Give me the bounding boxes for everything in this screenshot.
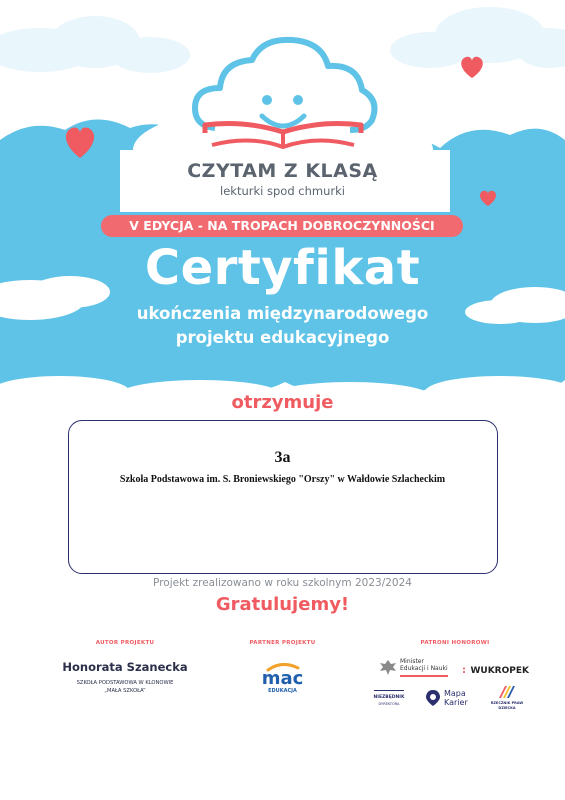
top-left-cloud — [0, 16, 190, 73]
author-heading: AUTOR PROJEKTU — [95, 640, 155, 646]
receives-label: otrzymuje — [231, 392, 334, 413]
niezbednik-top-line — [374, 690, 404, 691]
patrons-heading: PATRONI HONOROWI — [420, 640, 490, 646]
certificate-title: Certyfikat — [144, 240, 421, 296]
ministry-logo — [378, 655, 458, 679]
ombudsman-text-line1: RZECZNIK PRAW — [490, 701, 524, 705]
mapa-karier-text-line2: Karier — [444, 698, 468, 707]
brand-subtitle: lekturki spod chmurki — [220, 184, 345, 198]
mac-logo-subtext: EDUKACJA — [268, 688, 297, 694]
author-school-line1: SZKOŁA PODSTAWOWA W KLONOWIE — [76, 680, 174, 686]
mac-logo — [240, 658, 325, 698]
wukropek-colon-icon: : — [462, 665, 466, 676]
eagle-emblem-icon — [378, 657, 398, 677]
niezbednik-logo — [365, 686, 413, 710]
wukropek-text: WUKROPEK — [470, 666, 529, 676]
mac-logo-text: mac — [261, 668, 304, 689]
ministry-underline — [400, 675, 448, 677]
recipient-box — [68, 420, 498, 574]
ministry-text-line2: Edukacji i Nauki — [400, 665, 448, 672]
brand-title: CZYTAM Z KLASĄ — [187, 160, 378, 182]
author-school-line2: „MAŁA SZKOŁA” — [104, 688, 146, 694]
ombudsman-flag-icon — [497, 684, 517, 700]
author-name: Honorata Szanecka — [62, 660, 188, 674]
map-pin-icon — [425, 689, 441, 707]
ministry-text-line1: Minister — [400, 658, 424, 665]
congratulations-text: Gratulujemy! — [215, 594, 350, 615]
edition-banner: V EDYCJA - NA TROPACH DOBROCZYNNOŚCI — [101, 215, 463, 237]
project-year-text: Projekt zrealizowano w roku szkolnym 2023/2024 — [153, 577, 412, 589]
mapa-karier-text — [444, 689, 468, 707]
ombudsman-logo — [482, 684, 532, 714]
partner-heading: PARTNER PROJEKTU — [249, 640, 316, 646]
wukropek-logo — [462, 660, 542, 676]
author-school — [40, 679, 210, 695]
niezbednik-text-line1: NIEZBĘDNIK — [373, 695, 405, 700]
mapa-karier-text-line1: Mapa — [444, 689, 466, 698]
certificate-subtitle-line1: ukończenia międzynarodowego — [136, 304, 429, 323]
ministry-text — [400, 658, 448, 672]
recipient-class-name: 3a — [274, 449, 291, 466]
certificate-subtitle — [0, 302, 565, 350]
ombudsman-text — [482, 701, 532, 710]
certificate-subtitle-line2: projektu edukacyjnego — [175, 328, 390, 347]
ombudsman-text-line2: DZIECKA — [498, 705, 516, 710]
mapa-karier-logo — [425, 687, 473, 711]
recipient-school-name: Szkoła Podstawowa im. S. Broniewskiego "Orszy" w Wałdowie Szlacheckim — [119, 474, 446, 485]
niezbednik-text-line2: DYREKTORA — [378, 702, 400, 706]
